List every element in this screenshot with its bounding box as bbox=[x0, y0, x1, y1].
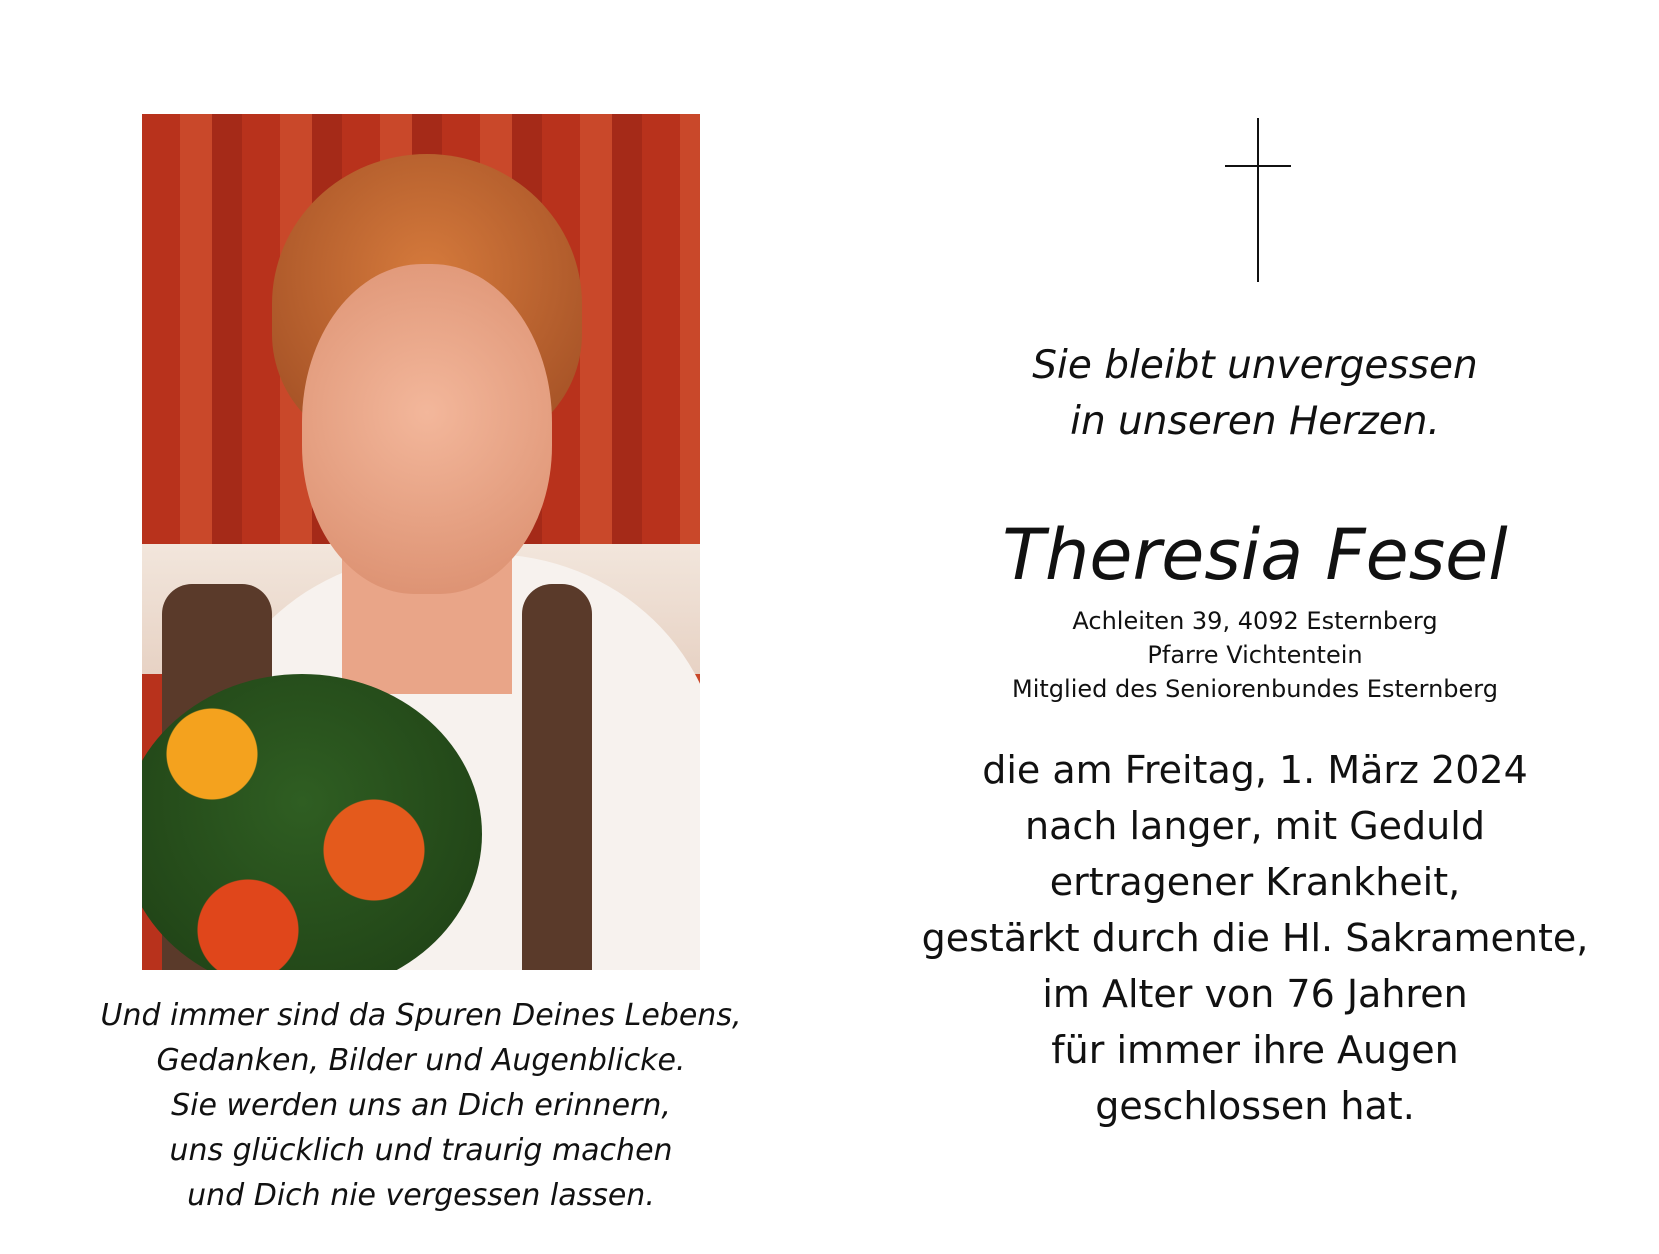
notice-line: für immer ihre Augen bbox=[1051, 1028, 1459, 1072]
death-notice-text bbox=[860, 742, 1650, 1134]
portrait-photo bbox=[142, 114, 700, 970]
deceased-name: Theresia Fesel bbox=[1002, 514, 1508, 596]
parish: Pfarre Vichtentein bbox=[1147, 641, 1363, 669]
notice-line: geschlossen hat. bbox=[1095, 1084, 1415, 1128]
quote-line: in unseren Herzen. bbox=[1070, 399, 1440, 444]
memorial-verse bbox=[40, 993, 802, 1218]
photo-face bbox=[302, 264, 552, 594]
verse-line: und Dich nie vergessen lassen. bbox=[187, 1178, 655, 1213]
verse-line: Sie werden uns an Dich erinnern, bbox=[171, 1088, 671, 1123]
notice-line: im Alter von 76 Jahren bbox=[1042, 972, 1468, 1016]
deceased-info bbox=[860, 604, 1650, 706]
notice-line: die am Freitag, 1. März 2024 bbox=[982, 748, 1528, 792]
verse-line: Gedanken, Bilder und Augenblicke. bbox=[156, 1043, 686, 1078]
photo-dirndl-right bbox=[522, 584, 592, 970]
verse-line: uns glücklich und traurig machen bbox=[169, 1133, 673, 1168]
quote-line: Sie bleibt unvergessen bbox=[1032, 343, 1478, 388]
cross-icon bbox=[1225, 118, 1291, 282]
notice-line: gestärkt durch die Hl. Sakramente, bbox=[921, 916, 1589, 960]
memorial-quote bbox=[860, 338, 1650, 450]
verse-line: Und immer sind da Spuren Deines Lebens, bbox=[100, 998, 742, 1033]
membership: Mitglied des Seniorenbundes Esternberg bbox=[1012, 675, 1498, 703]
notice-line: nach langer, mit Geduld bbox=[1025, 804, 1485, 848]
address: Achleiten 39, 4092 Esternberg bbox=[1072, 607, 1438, 635]
notice-line: ertragener Krankheit, bbox=[1049, 860, 1461, 904]
